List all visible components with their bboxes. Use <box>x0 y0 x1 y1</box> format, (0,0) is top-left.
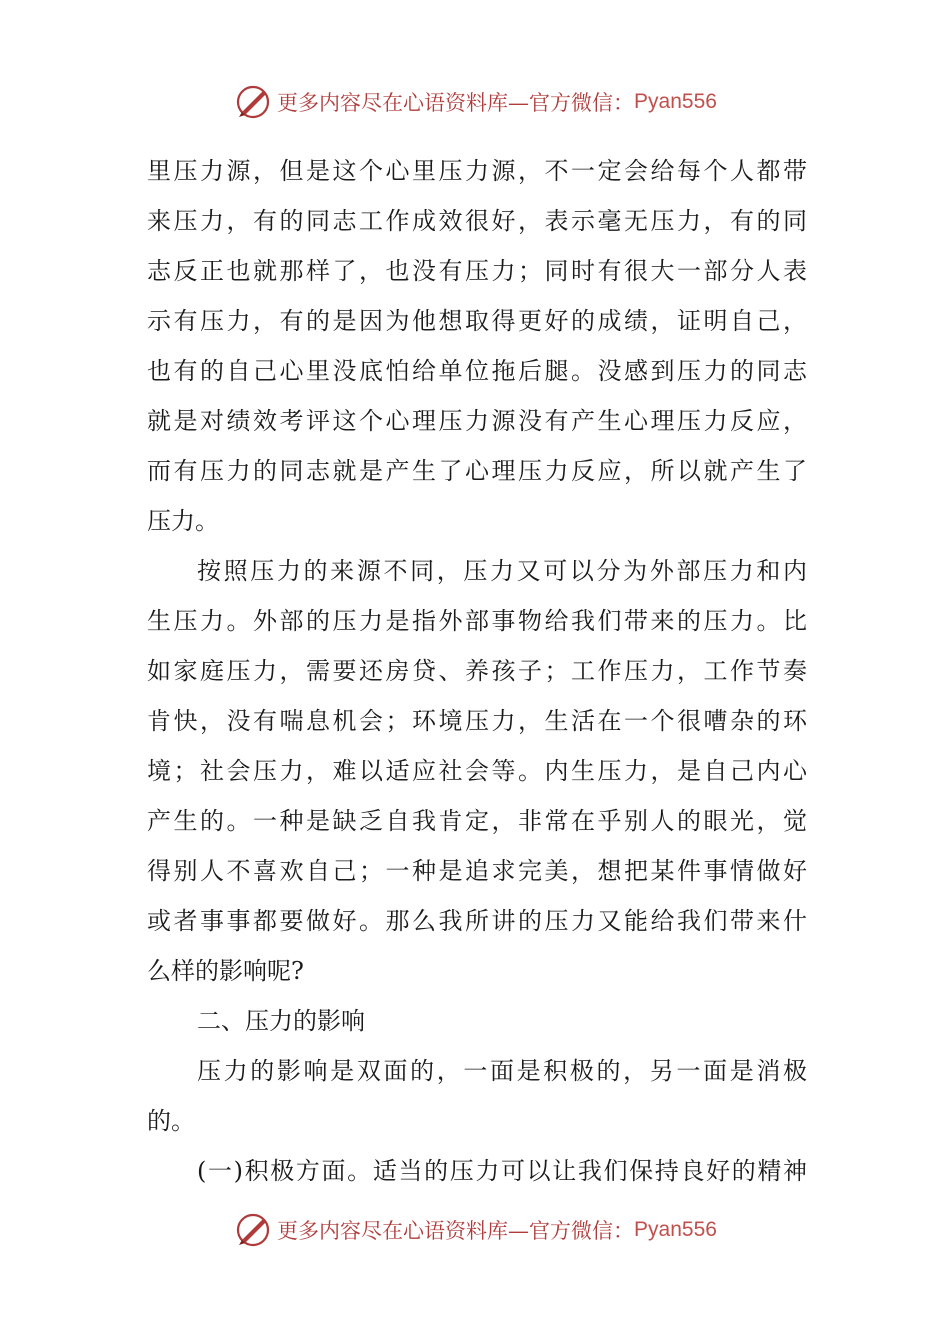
text-line: 示有压力，有的是因为他想取得更好的成绩，证明自己， <box>147 307 807 335</box>
text-line: 得别人不喜欢自己；一种是追求完美，想把某件事情做好 <box>147 857 807 885</box>
text-line: 如家庭压力，需要还房贷、养孩子；工作压力，工作节奏 <box>147 657 807 685</box>
text-line: 志反正也就那样了，也没有压力；同时有很大一部分人表 <box>147 257 807 285</box>
text-line: 或者事事都要做好。那么我所讲的压力又能给我们带来什 <box>147 907 807 935</box>
text-line: 里压力源，但是这个心里压力源，不一定会给每个人都带 <box>147 157 807 185</box>
text-line: 按照压力的来源不同，压力又可以分为外部压力和内 <box>197 557 807 585</box>
section-heading: 二、压力的影响 <box>197 1007 365 1035</box>
banner-text: 更多内容尽在心语资料库—官方微信： <box>277 1219 635 1243</box>
banner-wechat-id: Pyan556 <box>634 90 717 113</box>
text-line: 产生的。一种是缺乏自我肯定，非常在乎别人的眼光，觉 <box>147 807 807 835</box>
banner-wechat-id: Pyan556 <box>634 1218 717 1241</box>
text-line: 肯快，没有喘息机会；环境压力，生活在一个很嘈杂的环 <box>147 707 807 735</box>
footer-banner <box>0 1210 950 1250</box>
text-line: 就是对绩效考评这个心理压力源没有产生心理压力反应， <box>147 407 807 435</box>
pen-logo-icon <box>233 82 273 122</box>
banner-text: 更多内容尽在心语资料库—官方微信： <box>277 91 635 115</box>
text-line: 压力。 <box>147 507 219 535</box>
text-line: 也有的自己心里没底怕给单位拖后腿。没感到压力的同志 <box>147 357 807 385</box>
text-line: 么样的影响呢? <box>147 957 304 985</box>
header-banner <box>0 82 950 122</box>
text-line: 压力的影响是双面的，一面是积极的，另一面是消极 <box>197 1057 807 1085</box>
text-line: (一)积极方面。适当的压力可以让我们保持良好的精神 <box>197 1157 807 1185</box>
text-line: 生压力。外部的压力是指外部事物给我们带来的压力。比 <box>147 607 807 635</box>
text-line: 的。 <box>147 1107 195 1135</box>
pen-logo-icon <box>233 1210 273 1250</box>
text-line: 而有压力的同志就是产生了心理压力反应，所以就产生了 <box>147 457 807 485</box>
document-body <box>147 146 807 1196</box>
text-line: 境；社会压力，难以适应社会等。内生压力，是自己内心 <box>147 757 807 785</box>
text-line: 来压力，有的同志工作成效很好，表示毫无压力，有的同 <box>147 207 807 235</box>
